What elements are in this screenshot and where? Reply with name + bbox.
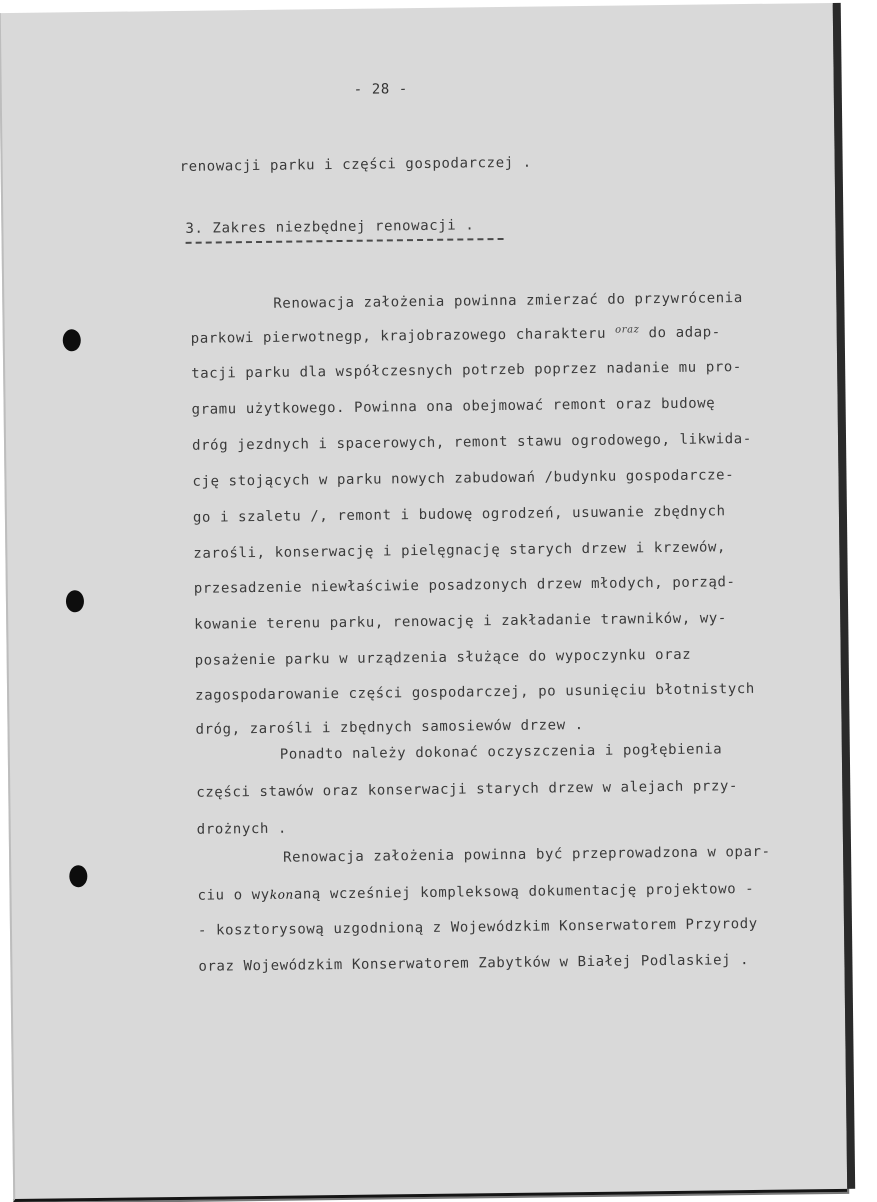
text-line: renowacji parku i części gospodarczej .	[179, 154, 532, 175]
text-line: tacji parku dla współczesnych potrzeb poprzez nadanie mu pro-	[191, 359, 743, 382]
text-line: drożnych .	[196, 820, 288, 838]
text-line: zagospodarowanie części gospodarczej, po usunięciu błotnistych	[195, 680, 755, 704]
text-line: Renowacja założenia powinna być przeprowadzona w opar-	[283, 843, 771, 866]
text-line: Ponadto należy dokonać oczyszczenia i pogłębienia	[279, 741, 723, 763]
text-segment: ciu o wy	[197, 886, 270, 904]
handwritten-correction: kon	[269, 887, 294, 902]
text-line: cję stojących w parku nowych zabudowań /budynku gospodarcze-	[192, 467, 735, 490]
text-line: przesadzenie niewłaściwie posadzonych drzew młodych, porząd-	[193, 574, 736, 597]
text-segment: aną wcześniej kompleksową dokumentację projektowo -	[293, 880, 755, 903]
text-segment: do adap-	[648, 324, 721, 342]
section-heading: 3. Zakres niezbędnej renowacji .	[185, 217, 475, 237]
text-line: gramu użytkowego. Powinna ona obejmować remont oraz budowę	[191, 395, 716, 418]
text-line: dróg, zarośli i zbędnych samosiewów drzew .	[195, 717, 584, 738]
text-line-with-correction	[197, 879, 754, 906]
document-page	[0, 3, 847, 1202]
text-line: posażenie parku w urządzenia służące do wypoczynku oraz	[194, 646, 692, 669]
text-line: Renowacja założenia powinna zmierzać do przywrócenia	[273, 290, 743, 312]
text-line: części stawów oraz konserwacji starych drzew w alejach przy-	[196, 778, 739, 801]
heading-underline	[186, 238, 504, 244]
text-line: kowanie terenu parku, renowację i zakładanie trawników, wy-	[194, 610, 728, 633]
page-text	[1, 3, 847, 1199]
handwritten-annotation: oraz	[614, 324, 640, 336]
text-line: - kosztorysową uzgodnioną z Wojewódzkim Konserwatorem Przyrody	[197, 915, 758, 939]
text-segment: parkowi pierwotnegp, krajobrazowego charakteru	[190, 325, 607, 347]
text-line: go i szaletu /, remont i budowę ogrodzeń, usuwanie zbędnych	[192, 503, 726, 526]
text-line: zarośli, konserwację i pielęgnację starych drzew i krzewów,	[193, 539, 727, 562]
page-number: - 28 -	[353, 81, 409, 98]
text-line: dróg jezdnych i spacerowych, remont stawu ogrodowego, likwida-	[191, 430, 752, 454]
text-line-with-annotation	[191, 322, 721, 350]
text-line: oraz Wojewódzkim Konserwatorem Zabytków w Białej Podlaskiej .	[198, 952, 750, 975]
